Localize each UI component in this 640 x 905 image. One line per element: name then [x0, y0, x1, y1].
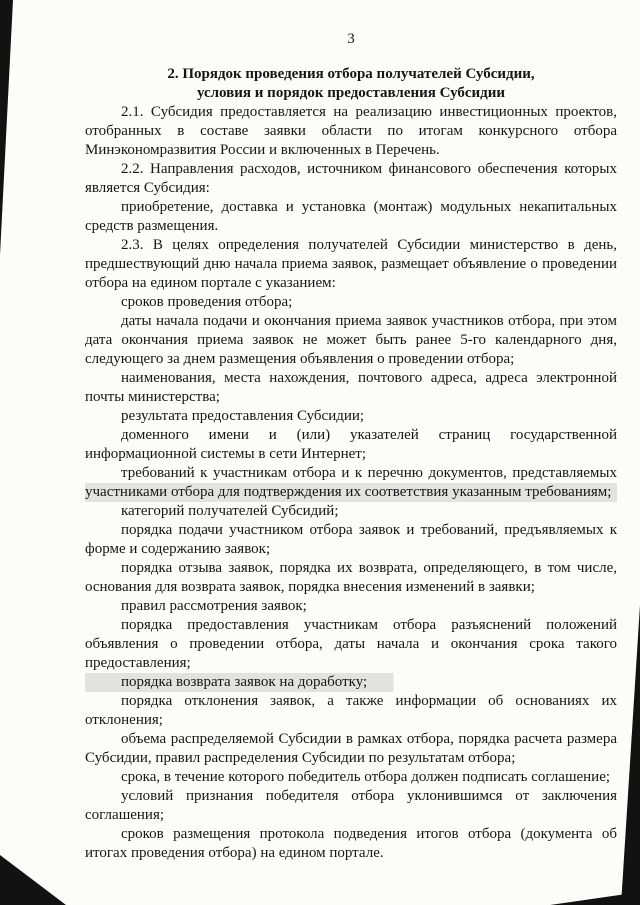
- paragraph: сроков проведения отбора;: [121, 294, 293, 310]
- paragraph: порядка отклонения заявок, а также информации об основаниях их отклонения;: [85, 693, 617, 728]
- paragraph: результата предоставления Субсидии;: [121, 408, 365, 424]
- paragraph: 2.3. В целях определения получателей Субсидии министерство в день, предшествующий дню начала приема заявок, размещает объявление о проведении отбора на едином портале с указанием:: [85, 237, 617, 291]
- scan-artifact-right-edge: [621, 605, 640, 905]
- paragraph: даты начала подачи и окончания приема заявок участников отбора, при этом дата окончания приема заявок не может быть ранее 5-го календарного дня, следующего за днем размещения объявления о проведении отбора;: [85, 313, 617, 367]
- paragraph: порядка предоставления участникам отбора разъяснений положений объявления о проведении отбора, даты начала и окончания срока такого предоставления;: [85, 617, 617, 671]
- scan-artifact-bottom-left: [0, 855, 66, 905]
- paragraph: порядка возврата заявок на доработку;: [85, 673, 617, 692]
- paragraph: приобретение, доставка и установка (монтаж) модульных некапитальных средств размещения.: [85, 199, 617, 234]
- paragraph: объема распределяемой Субсидии в рамках отбора, порядка расчета размера Субсидии, правил распределения Субсидии по результатам отбора;: [85, 731, 617, 766]
- page-content: [85, 30, 617, 863]
- scan-artifact-bottom-right: [550, 892, 640, 905]
- section-heading: [85, 65, 617, 103]
- document-body: [85, 103, 617, 863]
- paragraph: доменного имени и (или) указателей страниц государственной информационной системы в сети Интернет;: [85, 427, 617, 462]
- section-heading-line1: 2. Порядок проведения отбора получателей Субсидии,: [167, 66, 535, 82]
- paragraph: категорий получателей Субсидий;: [121, 503, 339, 519]
- page-number: 3: [347, 31, 355, 47]
- paragraph: условий признания победителя отбора уклонившимся от заключения соглашения;: [85, 788, 617, 823]
- paragraph: правил рассмотрения заявок;: [121, 598, 307, 614]
- paragraph: 2.1. Субсидия предоставляется на реализацию инвестиционных проектов, отобранных в составе заявки области по итогам конкурсного отбора Минэкономразвития России и включенных в Перечень.: [85, 104, 617, 158]
- paragraph: наименования, места нахождения, почтового адреса, адреса электронной почты министерства;: [85, 370, 617, 405]
- scan-artifact-top-left: [0, 0, 13, 255]
- section-heading-line2: условия и порядок предоставления Субсидии: [196, 85, 506, 101]
- paragraph: срока, в течение которого победитель отбора должен подписать соглашение;: [121, 769, 611, 785]
- paragraph: требований к участникам отбора и к перечню документов, представляемых участниками отбора для подтверждения их соответствия указанным требованиям;: [85, 465, 617, 500]
- paragraph: порядка отзыва заявок, порядка их возврата, определяющего, в том числе, основания для возврата заявок, порядка внесения изменений в заявки;: [85, 560, 617, 595]
- paragraph: порядка подачи участником отбора заявок и требований, предъявляемых к форме и содержанию заявок;: [85, 522, 617, 557]
- paragraph: сроков размещения протокола подведения итогов отбора (документа об итогах проведения отбора) на едином портале.: [85, 826, 617, 861]
- paragraph: 2.2. Направления расходов, источником финансового обеспечения которых является Субсидия:: [85, 161, 617, 196]
